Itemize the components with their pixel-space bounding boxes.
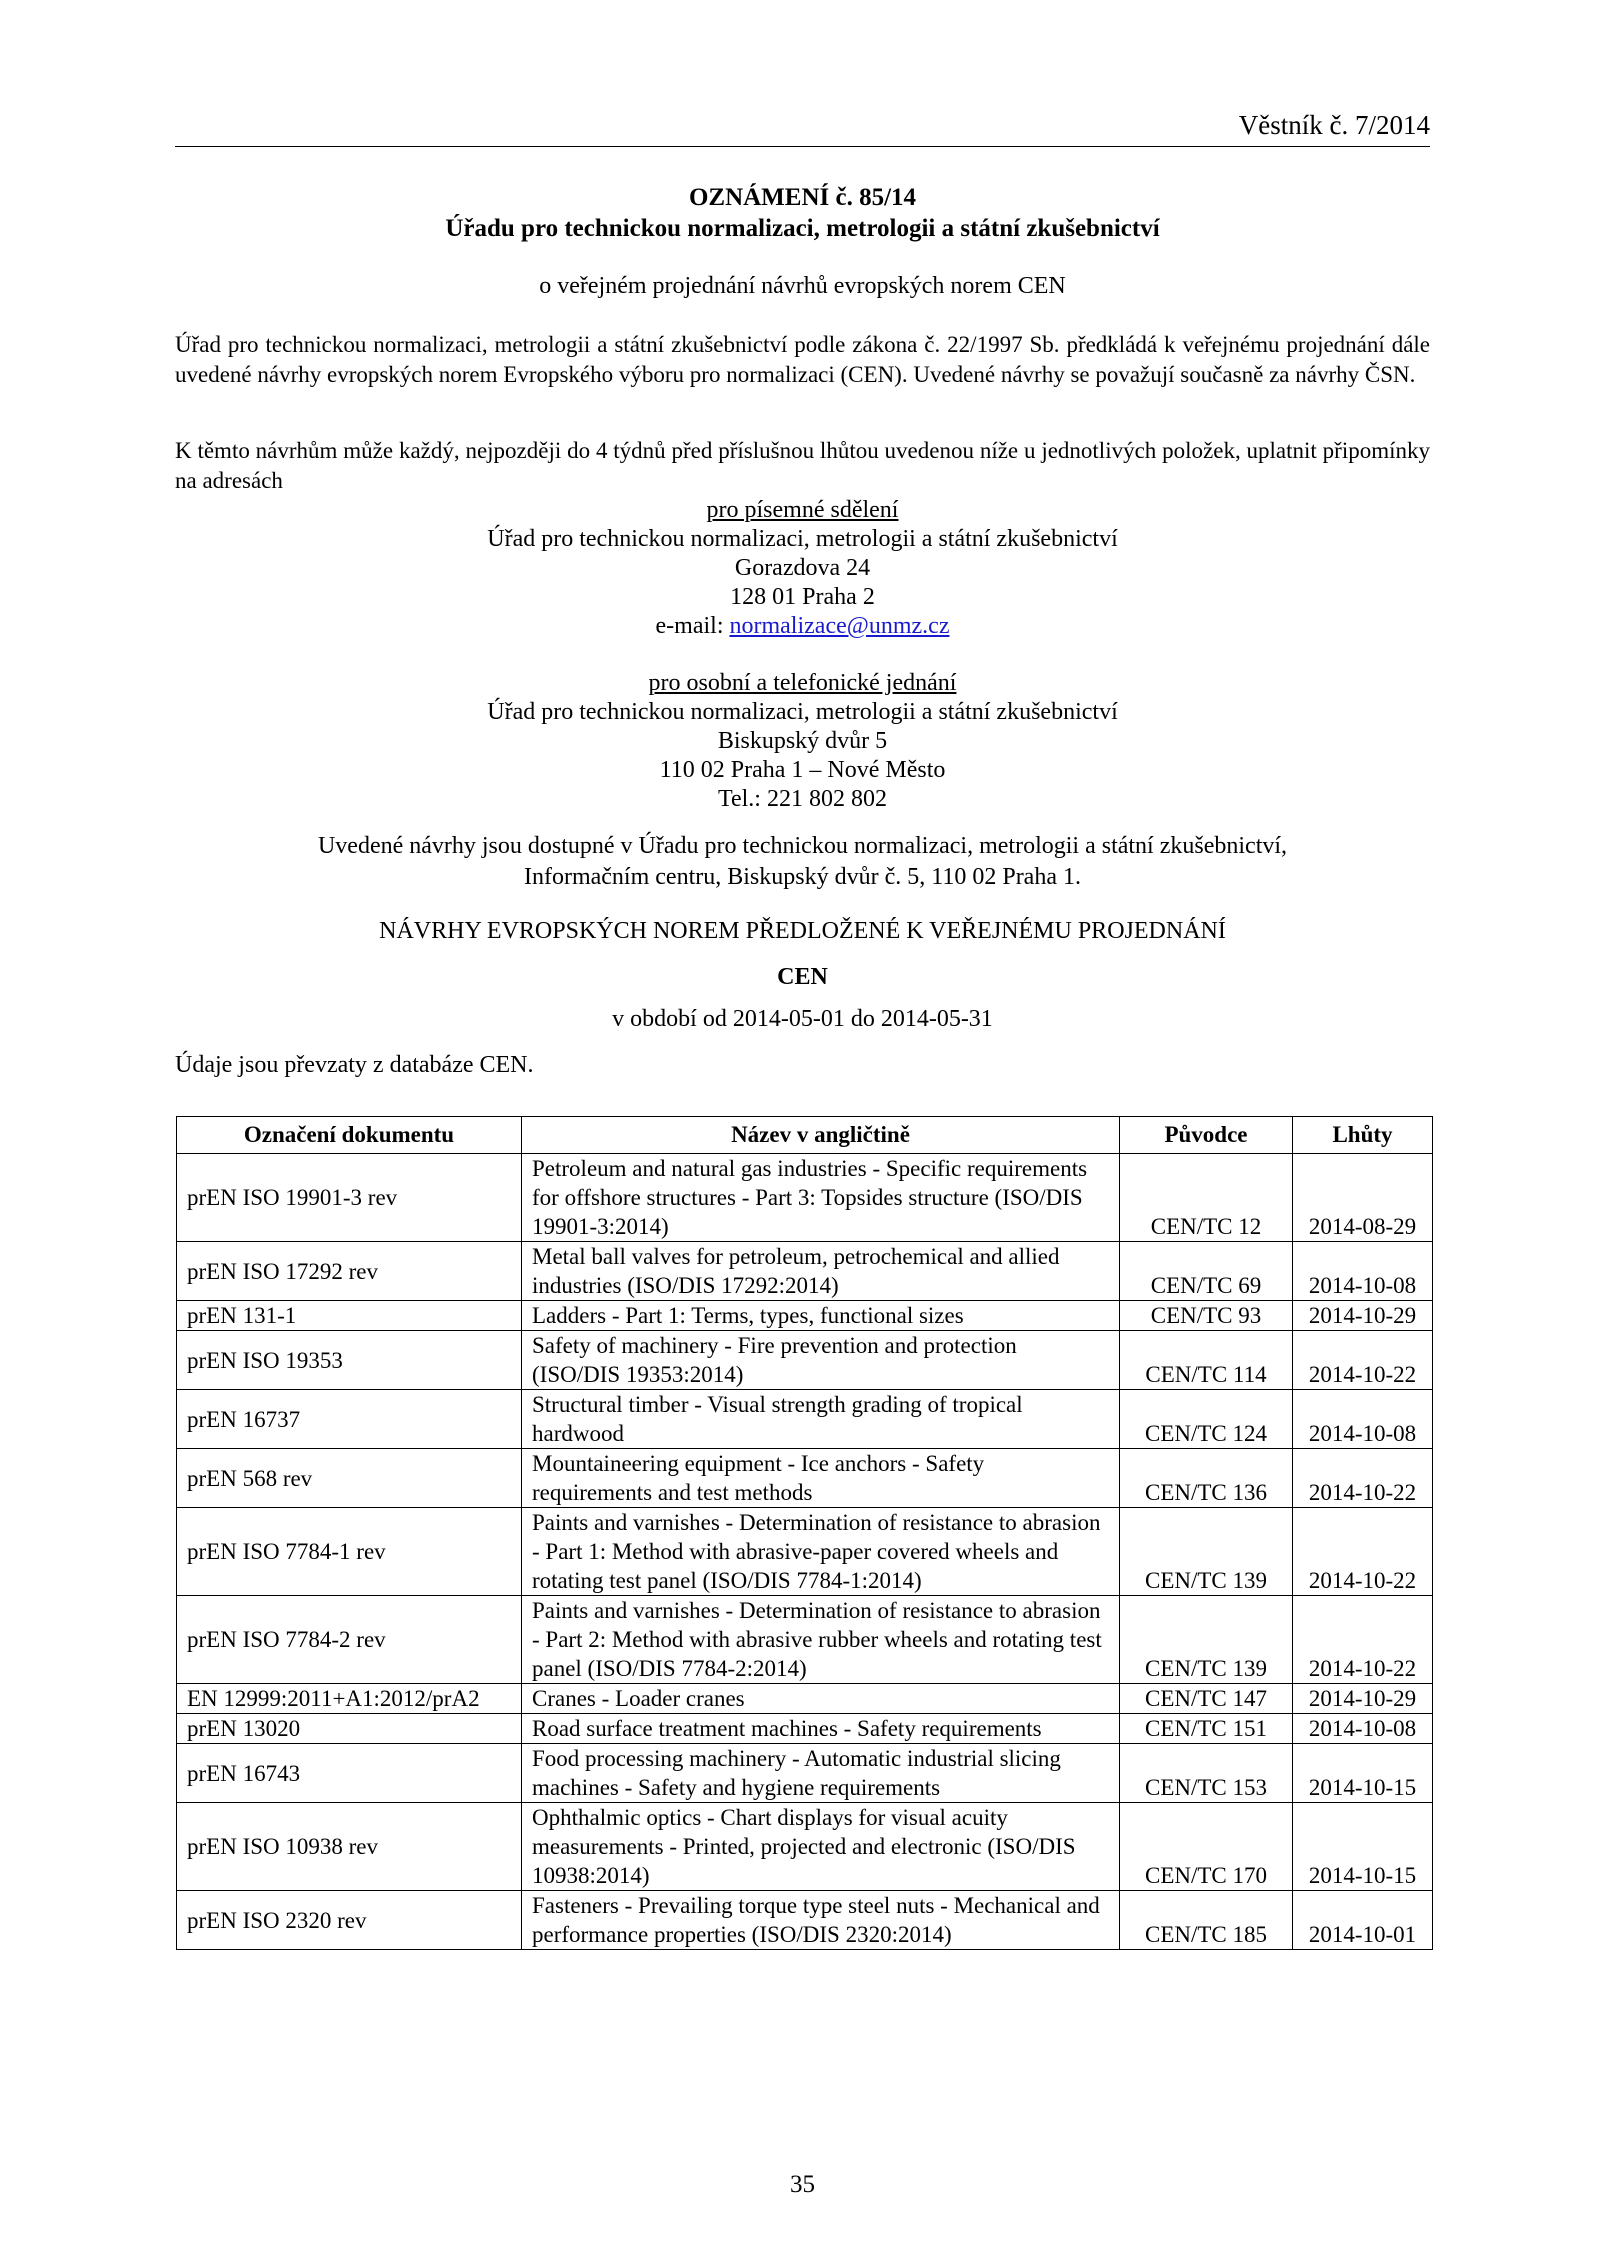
doc-id-cell: prEN ISO 17292 rev: [177, 1242, 522, 1301]
table-row: [177, 1596, 1433, 1684]
written-contact-email-line: [175, 612, 1430, 641]
source-note: Údaje jsou převzaty z databáze CEN.: [175, 1052, 534, 1078]
personal-contact-city: 110 02 Praha 1 – Nové Město: [659, 757, 946, 783]
deadline-cell: 2014-10-29: [1293, 1684, 1433, 1714]
availability-note: [175, 831, 1430, 893]
announcement-subtitle: o veřejném projednání návrhů evropských norem CEN: [539, 273, 1066, 299]
table-row: [177, 1301, 1433, 1331]
deadline-cell: 2014-10-15: [1293, 1744, 1433, 1803]
personal-contact-heading: pro osobní a telefonické jednání: [648, 670, 957, 696]
period-line: v období od 2014-05-01 do 2014-05-31: [612, 1006, 993, 1032]
header-rule: [175, 146, 1430, 147]
doc-title-cell: Paints and varnishes - Determination of resistance to abrasion - Part 2: Method with abrasive rubber wheels and rotating test panel (ISO/DIS 7784-2:2014): [522, 1596, 1120, 1684]
column-header-deadline: Lhůty: [1293, 1117, 1433, 1154]
table-row: [177, 1744, 1433, 1803]
origin-cell: CEN/TC 151: [1120, 1714, 1293, 1744]
table-row: [177, 1154, 1433, 1242]
column-header-title: Název v angličtině: [522, 1117, 1120, 1154]
doc-id-cell: prEN ISO 10938 rev: [177, 1803, 522, 1891]
doc-title-cell: Ophthalmic optics - Chart displays for visual acuity measurements - Printed, projected and electronic (ISO/DIS 10938:2014): [522, 1803, 1120, 1891]
deadline-cell: 2014-10-01: [1293, 1891, 1433, 1950]
table-header-row: [177, 1117, 1433, 1154]
written-contact-org: Úřad pro technickou normalizaci, metrologii a státní zkušebnictví: [487, 526, 1118, 552]
deadline-cell: 2014-10-15: [1293, 1803, 1433, 1891]
doc-title-cell: Paints and varnishes - Determination of resistance to abrasion - Part 1: Method with abrasive-paper covered wheels and rotating test panel (ISO/DIS 7784-1:2014): [522, 1508, 1120, 1596]
origin-cell: CEN/TC 124: [1120, 1390, 1293, 1449]
written-contact-street: Gorazdova 24: [734, 555, 871, 581]
doc-id-cell: prEN 16737: [177, 1390, 522, 1449]
issuer-title: Úřadu pro technickou normalizaci, metrologii a státní zkušebnictví: [445, 215, 1160, 242]
table-row: [177, 1508, 1433, 1596]
origin-cell: CEN/TC 153: [1120, 1744, 1293, 1803]
doc-id-cell: prEN ISO 19901-3 rev: [177, 1154, 522, 1242]
table-row: [177, 1891, 1433, 1950]
table-row: [177, 1684, 1433, 1714]
deadline-cell: 2014-10-22: [1293, 1596, 1433, 1684]
body-name: CEN: [777, 964, 828, 990]
personal-contact-phone: Tel.: 221 802 802: [718, 786, 887, 812]
doc-id-cell: prEN 131-1: [177, 1301, 522, 1331]
email-link[interactable]: normalizace@unmz.cz: [729, 613, 950, 639]
doc-id-cell: prEN ISO 7784-1 rev: [177, 1508, 522, 1596]
doc-title-cell: Metal ball valves for petroleum, petrochemical and allied industries (ISO/DIS 17292:2014): [522, 1242, 1120, 1301]
column-header-document: Označení dokumentu: [177, 1117, 522, 1154]
deadline-cell: 2014-10-22: [1293, 1449, 1433, 1508]
origin-cell: CEN/TC 136: [1120, 1449, 1293, 1508]
deadline-cell: 2014-10-08: [1293, 1242, 1433, 1301]
page-number: 35: [790, 2171, 815, 2198]
doc-id-cell: EN 12999:2011+A1:2012/prA2: [177, 1684, 522, 1714]
origin-cell: CEN/TC 69: [1120, 1242, 1293, 1301]
table-row: [177, 1390, 1433, 1449]
origin-cell: CEN/TC 185: [1120, 1891, 1293, 1950]
availability-line-2: Informačním centru, Biskupský dvůr č. 5, 110 02 Praha 1.: [523, 864, 1081, 890]
table-row: [177, 1449, 1433, 1508]
doc-title-cell: Petroleum and natural gas industries - Specific requirements for offshore structures - Part 3: Topsides structure (ISO/DIS 19901-3:2014): [522, 1154, 1120, 1242]
column-header-origin: Původce: [1120, 1117, 1293, 1154]
personal-contact-block: [175, 669, 1430, 814]
table-row: [177, 1331, 1433, 1390]
personal-contact-org: Úřad pro technickou normalizaci, metrologii a státní zkušebnictví: [487, 699, 1118, 725]
written-contact-city: 128 01 Praha 2: [730, 584, 875, 610]
deadline-cell: 2014-08-29: [1293, 1154, 1433, 1242]
comments-paragraph: K těmto návrhům může každý, nejpozději do 4 týdnů před příslušnou lhůtou uvedenou níže u jednotlivých položek, uplatnit připomínky na adresách: [175, 438, 1430, 493]
doc-title-cell: Cranes - Loader cranes: [522, 1684, 1120, 1714]
doc-id-cell: prEN ISO 2320 rev: [177, 1891, 522, 1950]
deadline-cell: 2014-10-08: [1293, 1714, 1433, 1744]
deadline-cell: 2014-10-22: [1293, 1508, 1433, 1596]
running-header: Věstník č. 7/2014: [1238, 110, 1430, 140]
table-row: [177, 1803, 1433, 1891]
origin-cell: CEN/TC 147: [1120, 1684, 1293, 1714]
origin-cell: CEN/TC 139: [1120, 1596, 1293, 1684]
doc-title-cell: Safety of machinery - Fire prevention and protection (ISO/DIS 19353:2014): [522, 1331, 1120, 1390]
section-title: NÁVRHY EVROPSKÝCH NOREM PŘEDLOŽENÉ K VEŘEJNÉMU PROJEDNÁNÍ: [379, 918, 1226, 944]
deadline-cell: 2014-10-29: [1293, 1301, 1433, 1331]
origin-cell: CEN/TC 114: [1120, 1331, 1293, 1390]
table-row: [177, 1714, 1433, 1744]
announcement-title: OZNÁMENÍ č. 85/14: [688, 184, 917, 211]
deadline-cell: 2014-10-22: [1293, 1331, 1433, 1390]
standards-table: [176, 1116, 1433, 1950]
personal-contact-street: Biskupský dvůr 5: [717, 728, 888, 754]
origin-cell: CEN/TC 139: [1120, 1508, 1293, 1596]
intro-paragraph: Úřad pro technickou normalizaci, metrologii a státní zkušebnictví podle zákona č. 22/1997 Sb. předkládá k veřejnému projednání dále uvedené návrhy evropských norem Evropského výboru pro normalizaci (CEN). Uvedené návrhy se považují současně za návrhy ČSN.: [175, 332, 1430, 387]
email-label: e-mail:: [655, 613, 730, 639]
doc-id-cell: prEN ISO 19353: [177, 1331, 522, 1390]
availability-line-1: Uvedené návrhy jsou dostupné v Úřadu pro technickou normalizaci, metrologii a státní zkušebnictví,: [317, 833, 1288, 859]
doc-id-cell: prEN ISO 7784-2 rev: [177, 1596, 522, 1684]
written-contact-heading: pro písemné sdělení: [706, 497, 899, 523]
doc-title-cell: Fasteners - Prevailing torque type steel nuts - Mechanical and performance properties (ISO/DIS 2320:2014): [522, 1891, 1120, 1950]
doc-title-cell: Food processing machinery - Automatic industrial slicing machines - Safety and hygiene requirements: [522, 1744, 1120, 1803]
origin-cell: CEN/TC 12: [1120, 1154, 1293, 1242]
origin-cell: CEN/TC 170: [1120, 1803, 1293, 1891]
written-contact-block: [175, 496, 1430, 641]
doc-title-cell: Road surface treatment machines - Safety requirements: [522, 1714, 1120, 1744]
doc-title-cell: Ladders - Part 1: Terms, types, functional sizes: [522, 1301, 1120, 1331]
origin-cell: CEN/TC 93: [1120, 1301, 1293, 1331]
table-row: [177, 1242, 1433, 1301]
doc-id-cell: prEN 568 rev: [177, 1449, 522, 1508]
doc-title-cell: Structural timber - Visual strength grading of tropical hardwood: [522, 1390, 1120, 1449]
doc-id-cell: prEN 16743: [177, 1744, 522, 1803]
doc-title-cell: Mountaineering equipment - Ice anchors - Safety requirements and test methods: [522, 1449, 1120, 1508]
deadline-cell: 2014-10-08: [1293, 1390, 1433, 1449]
doc-id-cell: prEN 13020: [177, 1714, 522, 1744]
